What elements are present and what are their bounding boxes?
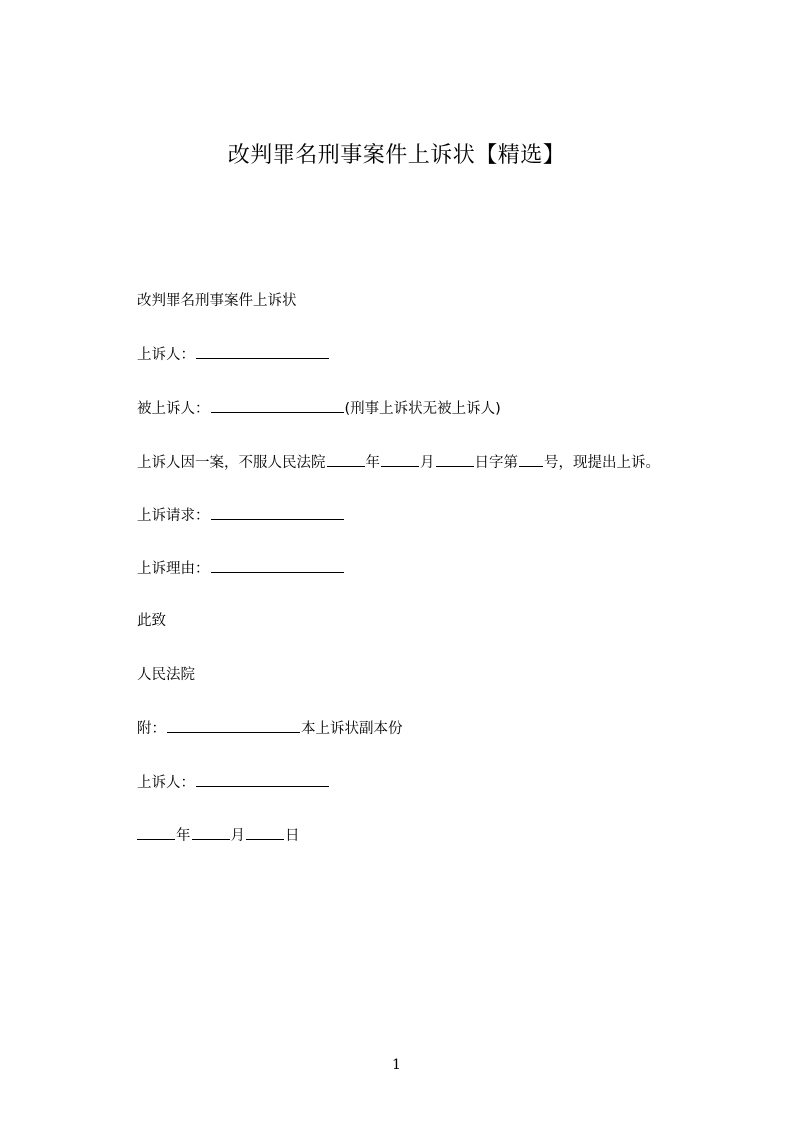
attachment-suffix: 本上诉状副本份 — [301, 721, 403, 737]
reason-label: 上诉理由： — [137, 561, 210, 577]
judgment-month-blank — [381, 451, 419, 467]
document-subtitle: 改判罪名刑事案件上诉状 — [137, 293, 297, 309]
case-statement-part2: 号，现提出上诉。 — [544, 455, 660, 471]
date-day-label: 日 — [285, 828, 300, 844]
reason-line — [137, 557, 345, 580]
case-number-blank — [519, 451, 543, 467]
signature-line — [137, 771, 330, 794]
attachment-label: 附： — [137, 721, 166, 737]
judgment-month-label: 月 — [420, 455, 435, 471]
court-name: 人民法院 — [137, 667, 195, 683]
date-day-blank — [246, 824, 284, 840]
date-year-blank — [137, 824, 175, 840]
signature-blank — [196, 771, 329, 787]
appellee-label: 被上诉人： — [137, 401, 210, 417]
appellee-line — [137, 397, 501, 420]
case-statement-part1: 上诉人因一案，不服人民法院 — [137, 455, 326, 471]
request-label: 上诉请求： — [137, 508, 210, 524]
appellant-blank — [196, 343, 329, 359]
attachment-blank — [167, 717, 300, 733]
appellant-label: 上诉人： — [137, 347, 195, 363]
judgment-day-case-label: 日字第 — [474, 455, 518, 471]
appellee-blank — [211, 397, 344, 413]
page-number: 1 — [392, 1057, 401, 1073]
case-statement-line — [137, 451, 660, 474]
signature-label: 上诉人： — [137, 775, 195, 791]
appellant-line — [137, 343, 330, 366]
date-line — [137, 824, 300, 847]
document-title: 改判罪名刑事案件上诉状【精选】 — [227, 143, 566, 168]
request-line — [137, 504, 345, 527]
reason-blank — [211, 557, 344, 573]
attachment-line — [137, 717, 403, 740]
date-month-blank — [192, 824, 230, 840]
judgment-year-blank — [327, 451, 365, 467]
appellee-note: (刑事上诉状无被上诉人) — [344, 401, 501, 417]
date-year-label: 年 — [176, 828, 191, 844]
judgment-day-blank — [436, 451, 474, 467]
judgment-year-label: 年 — [365, 455, 380, 471]
salutation: 此致 — [137, 613, 166, 629]
request-blank — [211, 504, 344, 520]
date-month-label: 月 — [230, 828, 245, 844]
